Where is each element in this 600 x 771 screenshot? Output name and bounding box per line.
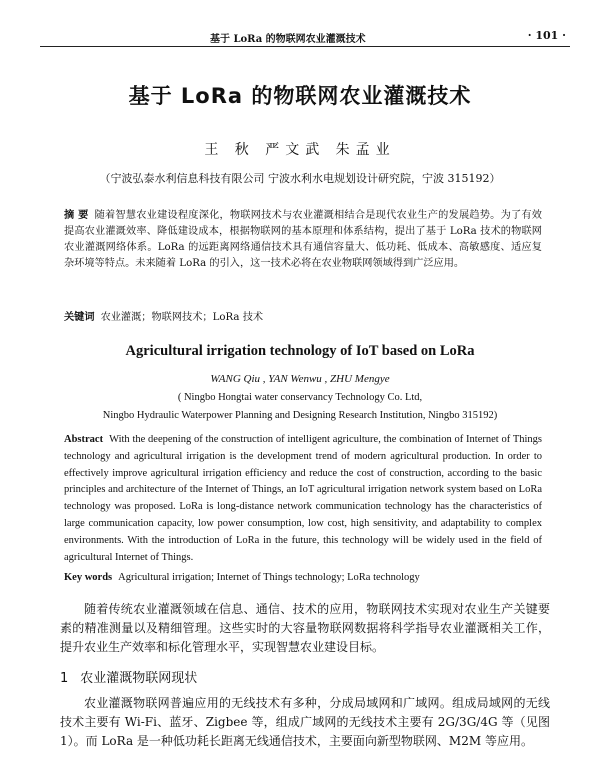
- abstract-cn-text: 随着智慧农业建设程度深化，物联网技术与农业灌溉相结合是现代农业生产的发展趋势。为了有效提高农业灌溉效率、降低建设成本，根据物联网的基本原理和体系结构，提出了基于 LoRa 技术的物联网农业灌溉网络体系。LoRa 的远距离网络通信技术具有通信容量大、低功耗、低成本、高敏感度、适应复杂环境等特点。未来随着 LoRa 的引入，这一技术必将在农业物联网领域得到广泛应用。: [64, 210, 542, 269]
- keywords-cn: [64, 308, 542, 323]
- keywords-en-text: Agricultural irrigation; Internet of Things technology; LoRa technology: [118, 572, 420, 583]
- authors-cn: 王 秋 严文武 朱孟业: [204, 142, 396, 158]
- abstract-cn: [64, 208, 542, 272]
- section-1-number: 1: [60, 671, 69, 686]
- body-intro-paragraph: 随着传统农业灌溉领域在信息、通信、技术的应用，物联网技术实现对农业生产关键要素的精准测量以及精细管理。这些实时的大容量物联网数据将科学指导农业灌溉相关工作，提升农业生产效率和标化管理水平，实现智慧农业建设目标。: [60, 602, 550, 654]
- abstract-en: [64, 432, 542, 566]
- section-1-paragraph: 农业灌溉物联网普遍应用的无线技术有多种，分成局域网和广域网。组成局域网的无线技术主要有 Wi-Fi、蓝牙、Zigbee 等，组成广域网的无线技术主要有 2G/3G/4G 等（见图 1）。而 LoRa 是一种低功耗长距离无线通信技术，主要面向新型物联网、M2M 等应用。: [60, 696, 550, 748]
- running-title: 基于 LoRa 的物联网农业灌溉技术: [210, 34, 366, 45]
- affiliation-cn: （宁波弘泰水利信息科技有限公司 宁波水利水电规划设计研究院，宁波 315192）: [99, 172, 501, 185]
- keywords-cn-text: 农业灌溉；物联网技术；LoRa 技术: [100, 312, 264, 323]
- running-header: [40, 30, 570, 47]
- paper-title-en: Agricultural irrigation technology of IoT based on LoRa: [125, 343, 475, 359]
- abstract-cn-label: 摘 要: [64, 210, 89, 221]
- abstract-en-label: Abstract: [64, 434, 104, 445]
- authors-en: WANG Qiu , YAN Wenwu , ZHU Mengye: [210, 373, 390, 385]
- keywords-cn-label: 关键词: [64, 312, 95, 323]
- paper-title-cn: 基于 LoRa 的物联网农业灌溉技术: [128, 84, 472, 108]
- affiliation-en-line-1: ( Ningbo Hongtai water conservancy Technology Co. Ltd,: [177, 392, 423, 403]
- keywords-en-label: Key words: [64, 572, 113, 583]
- affiliation-en-line-2: Ningbo Hydraulic Waterpower Planning and Designing Research Institution, Ningbo 315192): [102, 410, 498, 421]
- keywords-en: [64, 572, 542, 583]
- section-1-title: 农业灌溉物联网现状: [80, 671, 198, 686]
- page-number: · 101 ·: [527, 29, 566, 42]
- abstract-en-text: With the deepening of the construction of intelligent agriculture, the combination of Internet of Things technology and agricultural irrigation is the development trend of modern agricultural production. In order to effectively improve agricultural irrigation efficiency and reduce the cost of construction, according to the basic principles and architecture of the Internet of Things, an IoT agricultural irrigation network system based on LoRa technology was proposed. LoRa is long-distance network communication technology has the characteristics of large communication capacity, low power consumption, low cost, high sensitivity, and adaptability to complex environments. With the introduction of LoRa in the future, this technology will be widely used in the field of agricultural Internet of Things.: [64, 434, 542, 563]
- section-1-heading: [60, 667, 197, 686]
